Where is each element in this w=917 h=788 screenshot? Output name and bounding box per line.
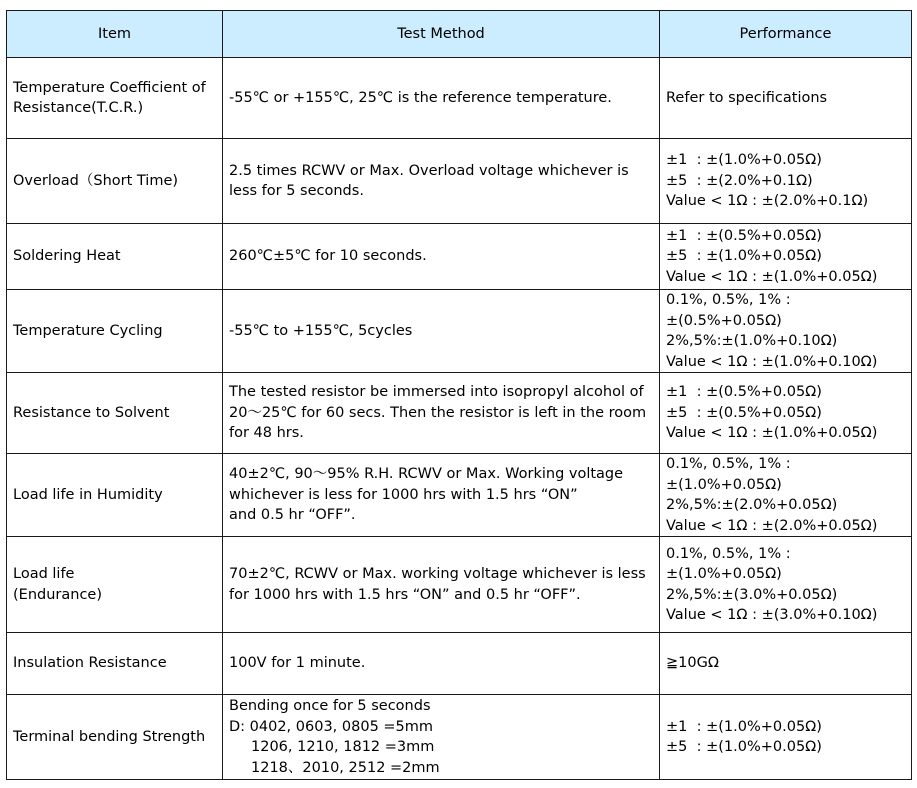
performance-cell bbox=[660, 373, 912, 454]
table-row bbox=[7, 139, 912, 224]
performance-line: 0.1%, 0.5%, 1% : bbox=[666, 456, 791, 472]
performance-line: ±5 : ±(1.0%+0.05Ω) bbox=[666, 248, 822, 265]
performance-line: ±1 : ±(1.0%+0.05Ω) bbox=[666, 718, 822, 735]
table-row bbox=[7, 290, 912, 373]
specification-table bbox=[6, 10, 912, 780]
performance-line: Refer to specifications bbox=[666, 89, 828, 106]
test-method-cell bbox=[223, 633, 660, 695]
method-line: -55℃ to +155℃, 5cycles bbox=[229, 322, 413, 339]
method-line: The tested resistor be immersed into isopropyl alcohol of 20～25℃ for 60 secs. Then the resistor is left in the room for 48 hrs. bbox=[229, 384, 647, 442]
test-method-cell bbox=[223, 224, 660, 290]
column-header-item: Item bbox=[7, 11, 223, 58]
table-row bbox=[7, 537, 912, 633]
test-method-cell bbox=[223, 290, 660, 373]
performance-cell bbox=[660, 633, 912, 695]
performance-line: ±5 : ±(0.5%+0.05Ω) bbox=[666, 404, 822, 421]
performance-cell bbox=[660, 290, 912, 373]
item-cell: Temperature Coefficient of Resistance(T.C.R.) bbox=[7, 58, 223, 139]
column-header-test-method: Test Method bbox=[223, 11, 660, 58]
performance-cell bbox=[660, 139, 912, 224]
performance-cell bbox=[660, 58, 912, 139]
item-cell: Temperature Cycling bbox=[7, 290, 223, 373]
performance-cell bbox=[660, 224, 912, 290]
performance-line: ≧10GΩ bbox=[666, 655, 719, 672]
item-cell: Insulation Resistance bbox=[7, 633, 223, 695]
item-cell: Overload（Short Time) bbox=[7, 139, 223, 224]
performance-line: ±(1.0%+0.05Ω) bbox=[666, 476, 782, 493]
performance-line: Value < 1Ω : ±(1.0%+0.05Ω) bbox=[666, 268, 878, 285]
table-row bbox=[7, 224, 912, 290]
performance-line: Value < 1Ω : ±(1.0%+0.10Ω) bbox=[666, 353, 878, 370]
test-method-cell bbox=[223, 695, 660, 780]
test-method-cell bbox=[223, 373, 660, 454]
method-line: 260℃±5℃ for 10 seconds. bbox=[229, 248, 427, 265]
performance-line: 0.1%, 0.5%, 1% : bbox=[666, 545, 791, 562]
performance-cell bbox=[660, 537, 912, 633]
item-cell: Load life in Humidity bbox=[7, 454, 223, 537]
item-cell: Resistance to Solvent bbox=[7, 373, 223, 454]
test-method-cell bbox=[223, 454, 660, 537]
method-line: 1206, 1210, 1812 =3mm bbox=[251, 739, 435, 755]
performance-line: Value < 1Ω : ±(2.0%+0.1Ω) bbox=[666, 193, 869, 210]
method-line: and 0.5 hr “OFF”. bbox=[229, 507, 356, 524]
performance-line: Value < 1Ω : ±(2.0%+0.05Ω) bbox=[666, 517, 878, 534]
performance-line: ±5 : ±(2.0%+0.1Ω) bbox=[666, 172, 813, 189]
performance-line: ±(0.5%+0.05Ω) bbox=[666, 312, 782, 329]
table-row bbox=[7, 58, 912, 139]
performance-line: ±5 : ±(1.0%+0.05Ω) bbox=[666, 739, 822, 755]
method-line: 2.5 times RCWV or Max. Overload voltage whichever is less for 5 seconds. bbox=[229, 162, 629, 199]
method-line: Bending once for 5 seconds bbox=[229, 698, 431, 714]
method-line: 1218、2010, 2512 =2mm bbox=[251, 759, 440, 776]
performance-cell bbox=[660, 695, 912, 780]
performance-line: ±1 : ±(0.5%+0.05Ω) bbox=[666, 227, 822, 244]
table-row bbox=[7, 633, 912, 695]
test-method-cell bbox=[223, 58, 660, 139]
performance-line: ±1 : ±(1.0%+0.05Ω) bbox=[666, 152, 822, 169]
performance-line: 2%,5%:±(2.0%+0.05Ω) bbox=[666, 497, 838, 513]
performance-cell bbox=[660, 454, 912, 537]
method-line: 70±2℃, RCWV or Max. working voltage whichever is less for 1000 hrs with 1.5 hrs “ON” and 0.5 hr “OFF”. bbox=[229, 566, 646, 603]
performance-line: Value < 1Ω : ±(1.0%+0.05Ω) bbox=[666, 425, 878, 442]
method-line: 100V for 1 minute. bbox=[229, 655, 366, 672]
table-row bbox=[7, 373, 912, 454]
table-row bbox=[7, 695, 912, 780]
item-cell: Terminal bending Strength bbox=[7, 695, 223, 780]
table-row bbox=[7, 454, 912, 537]
column-header-performance: Performance bbox=[660, 11, 912, 58]
test-method-cell bbox=[223, 139, 660, 224]
item-cell: Load life (Endurance) bbox=[7, 537, 223, 633]
performance-line: 2%,5%:±(1.0%+0.10Ω) bbox=[666, 333, 838, 349]
method-line: 40±2℃, 90～95% R.H. RCWV or Max. Working voltage whichever is less for 1000 hrs with 1.5 hrs “ON” bbox=[229, 466, 624, 503]
performance-line: ±(1.0%+0.05Ω) bbox=[666, 566, 782, 582]
method-line: D: 0402, 0603, 0805 =5mm bbox=[229, 718, 434, 735]
test-method-cell bbox=[223, 537, 660, 633]
performance-line: 2%,5%:±(3.0%+0.05Ω) bbox=[666, 586, 838, 603]
performance-line: Value < 1Ω : ±(3.0%+0.10Ω) bbox=[666, 607, 878, 623]
header-row bbox=[7, 11, 912, 58]
method-line: -55℃ or +155℃, 25℃ is the reference temperature. bbox=[229, 89, 612, 106]
performance-line: 0.1%, 0.5%, 1% : bbox=[666, 292, 791, 308]
performance-line: ±1 : ±(0.5%+0.05Ω) bbox=[666, 384, 822, 401]
item-cell: Soldering Heat bbox=[7, 224, 223, 290]
